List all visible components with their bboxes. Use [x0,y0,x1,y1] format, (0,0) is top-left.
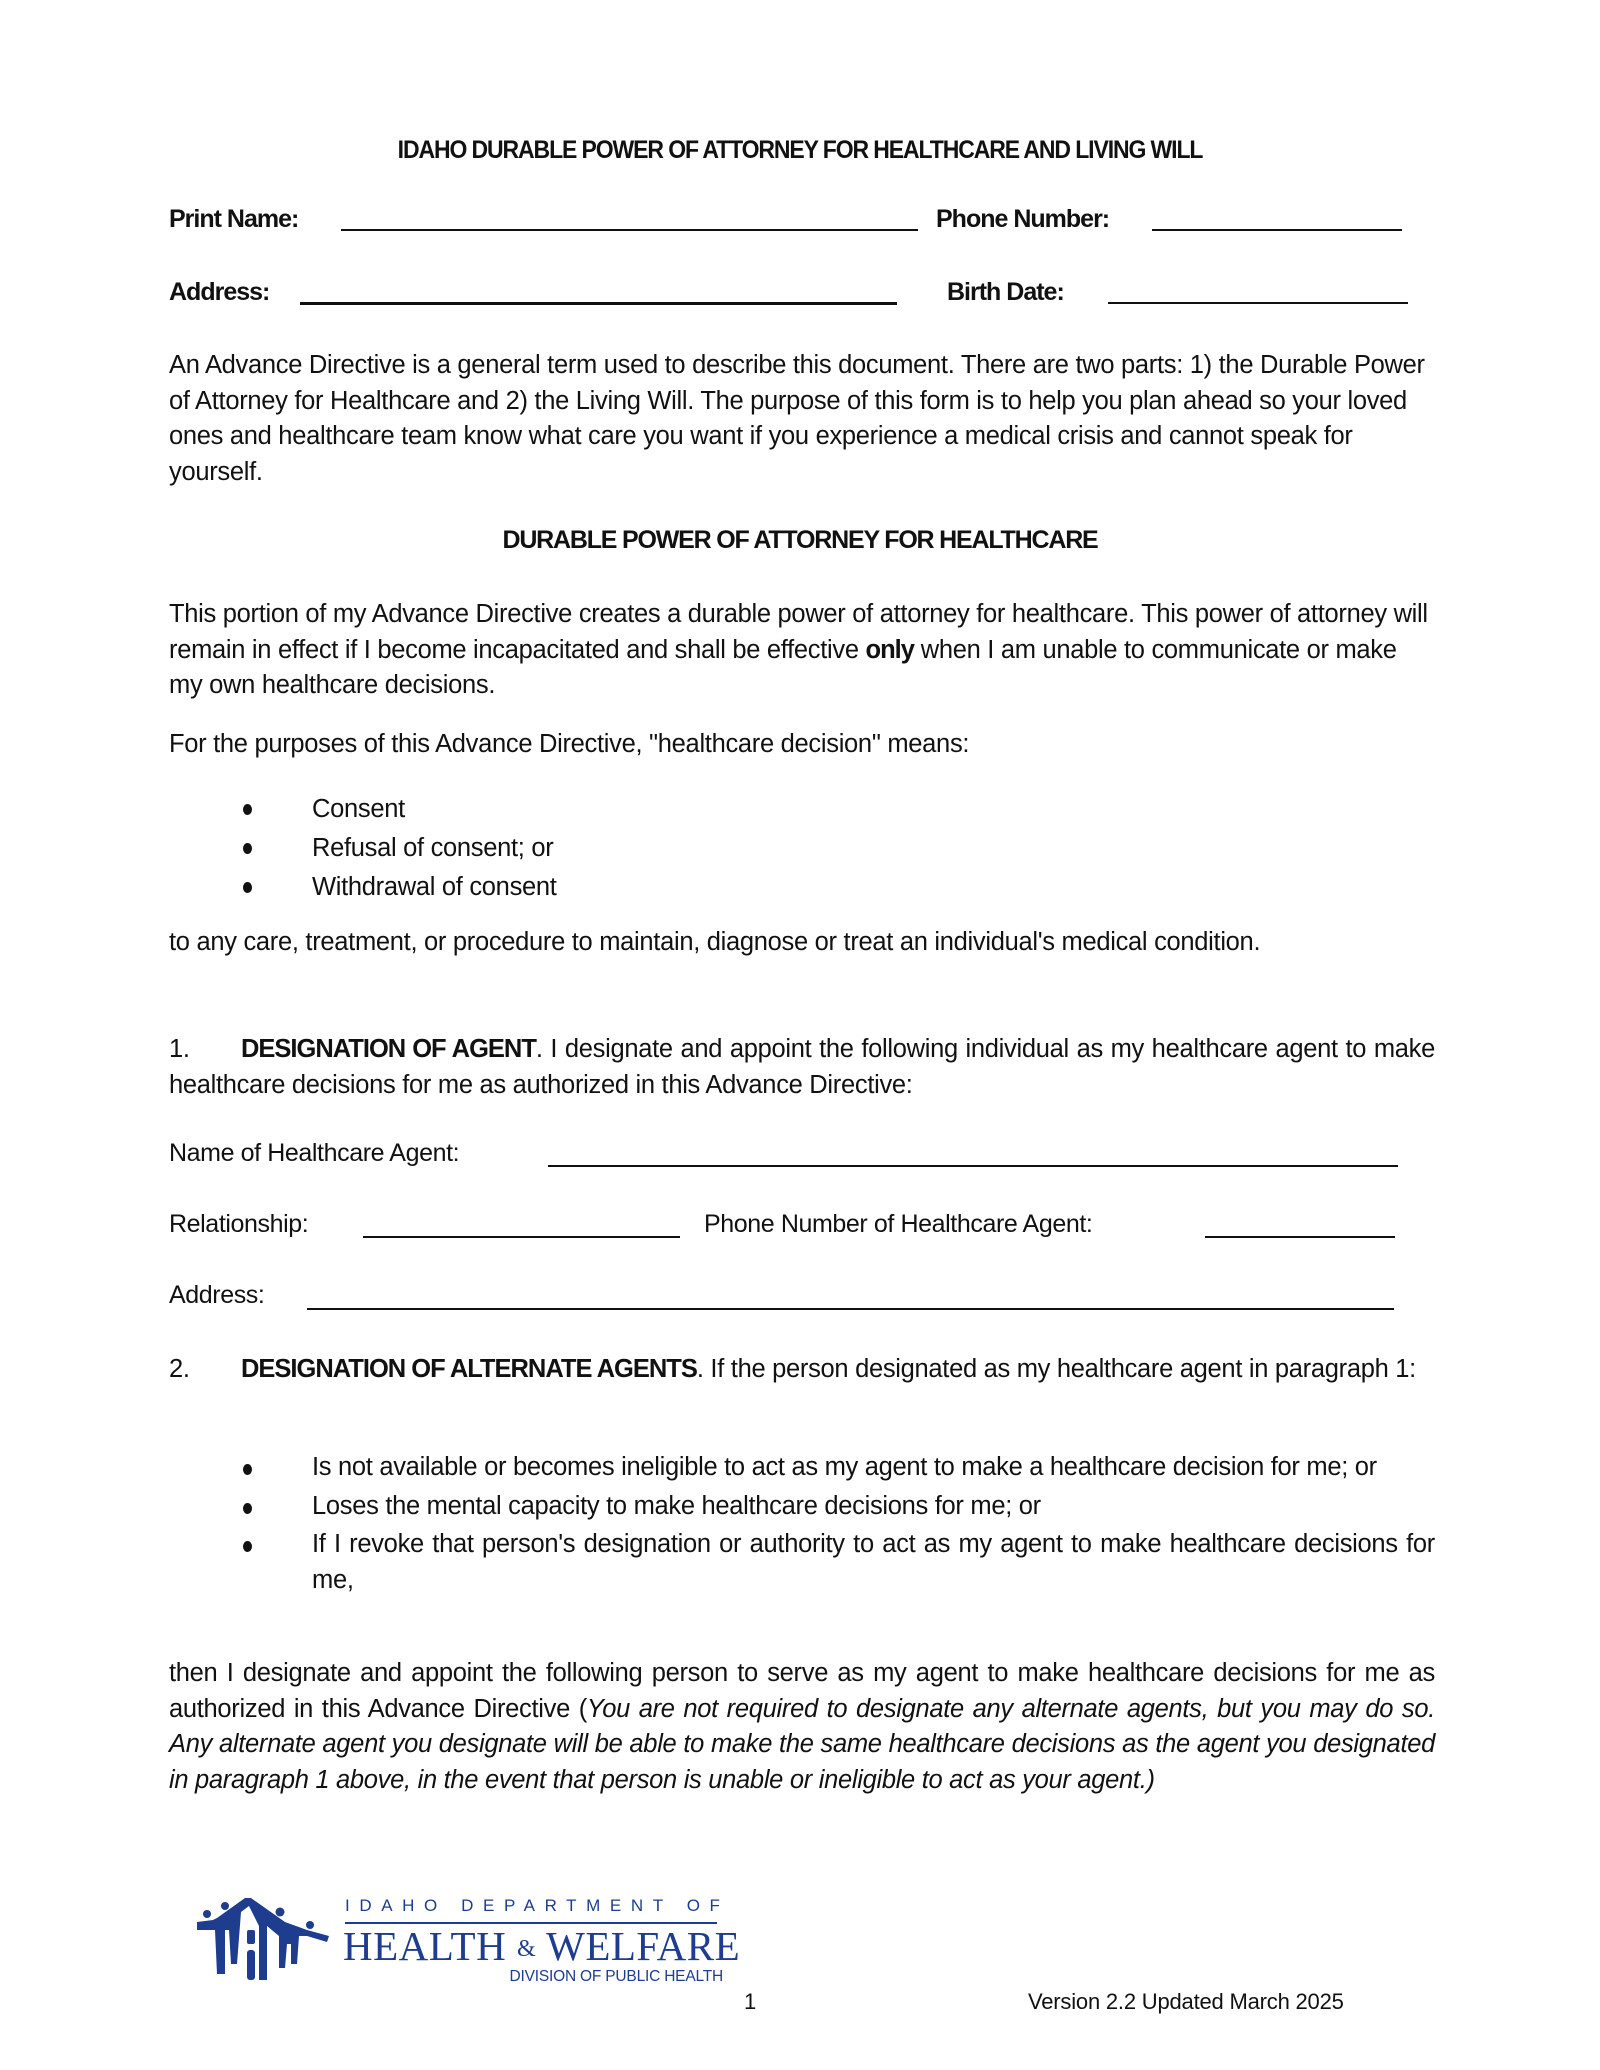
alternate-closing-paragraph [169,1656,1435,1798]
relationship-field[interactable] [363,1236,680,1238]
portion-paragraph [169,597,1435,704]
agent-address-row [169,1281,264,1310]
print-name-row [169,205,298,234]
portion-bold-only: only [865,635,914,664]
list-item: Is not available or becomes ineligible to act as my agent to make a healthcare decision for me; or [169,1450,1435,1486]
birth-date-field[interactable] [1108,302,1408,304]
condition-paragraph: to any care, treatment, or procedure to maintain, diagnose or treat an individual's medical condition. [169,928,1261,956]
bullet-icon [243,1541,252,1552]
page-number: 1 [744,1989,757,2014]
agent-name-label: Name of Healthcare Agent: [169,1139,460,1167]
portion-text-end: when I am unable to communicate or make my own healthcare decisions. [169,635,1397,699]
print-name-label: Print Name: [169,205,299,233]
list-item: If I revoke that person's designation or authority to act as my agent to make healthcare decisions for me, [169,1527,1435,1598]
agent-phone-label: Phone Number of Healthcare Agent: [704,1210,1093,1238]
relationship-row [169,1210,308,1239]
closing-text: then I designate and appoint the following person to serve as my agent to make healthcare decisions for me as authorized in this Advance Directive ( [169,1659,1435,1723]
section-1-text: . I designate and appoint the following individual as my healthcare agent to make healthcare decisions for me as authorized in this Advance Directive: [169,1035,1435,1099]
list-item: Loses the mental capacity to make healthcare decisions for me; or [169,1489,1435,1525]
house-family-icon [195,1892,330,1982]
bullet-icon [243,1503,252,1514]
agent-address-field[interactable] [307,1308,1394,1310]
section-2-text: . If the person designated as my healthcare agent in paragraph 1: [696,1355,1416,1383]
logo-department-text: IDAHO DEPARTMENT OF [345,1896,730,1915]
list-item: Refusal of consent; or [169,829,1435,868]
portion-text: This portion of my Advance Directive creates a durable power of attorney for healthcare. This power of attorney will remain in effect if I become incapacitated and shall be effective [169,600,1428,664]
agent-name-row [169,1139,459,1168]
birth-date-label: Birth Date: [947,278,1064,306]
address-row [169,278,269,307]
decision-list [169,790,1435,907]
alternate-conditions-list [169,1450,1435,1598]
agent-phone-field[interactable] [1205,1236,1395,1238]
phone-number-field[interactable] [1152,229,1402,231]
relationship-label: Relationship: [169,1210,309,1238]
closing-italic-note: You are not required to designate any alternate agents, but you may do so. Any alternate agent you designate will be able to make the same healthcare decisions as the agent you designated in paragraph 1 above, in the event that person is unable or ineligible to act as your agent.) [169,1694,1435,1794]
phone-number-label: Phone Number: [936,205,1110,233]
section-1-number: 1. [169,1035,190,1063]
list-item: Consent [169,790,1435,829]
agent-address-label: Address: [169,1281,265,1309]
phone-number-row [936,205,1109,234]
list-item: Withdrawal of consent [169,868,1435,907]
section-2-heading: DESIGNATION OF ALTERNATE AGENTS [241,1355,697,1383]
bullet-icon [243,843,252,854]
section-1-paragraph [169,1032,1435,1103]
bullet-icon [243,1464,252,1475]
logo-health-welfare-text: HEALTH & WELFARE [343,1923,741,1969]
birth-date-row [947,278,1064,307]
section-2-paragraph [169,1352,1435,1388]
agent-name-field[interactable] [548,1165,1398,1167]
address-field[interactable] [300,302,897,305]
section-1-heading: DESIGNATION OF AGENT [241,1035,536,1063]
version-text: Version 2.2 Updated March 2025 [1028,1989,1344,2014]
purposes-paragraph: For the purposes of this Advance Directive, "healthcare decision" means: [169,730,970,758]
intro-paragraph: An Advance Directive is a general term used to describe this document. There are two parts: 1) the Durable Power of Attorney for Healthcare and 2) the Living Will. The purpose of this form is to help you plan ahead so your loved ones and healthcare team know what care you want if you experience a medical crisis and cannot speak for yourself. [169,351,1425,486]
section-2-number: 2. [169,1355,190,1383]
document-title: IDAHO DURABLE POWER OF ATTORNEY FOR HEALTHCARE AND LIVING WILL [397,136,1203,164]
bullet-icon [243,882,252,893]
idhw-logo [195,1888,741,1988]
bullet-icon [243,804,252,815]
address-label: Address: [169,278,270,306]
logo-division-text: DIVISION OF PUBLIC HEALTH [509,1968,723,1985]
print-name-field[interactable] [341,229,918,231]
agent-phone-row [704,1210,1092,1239]
section-title: DURABLE POWER OF ATTORNEY FOR HEALTHCARE [502,526,1098,554]
